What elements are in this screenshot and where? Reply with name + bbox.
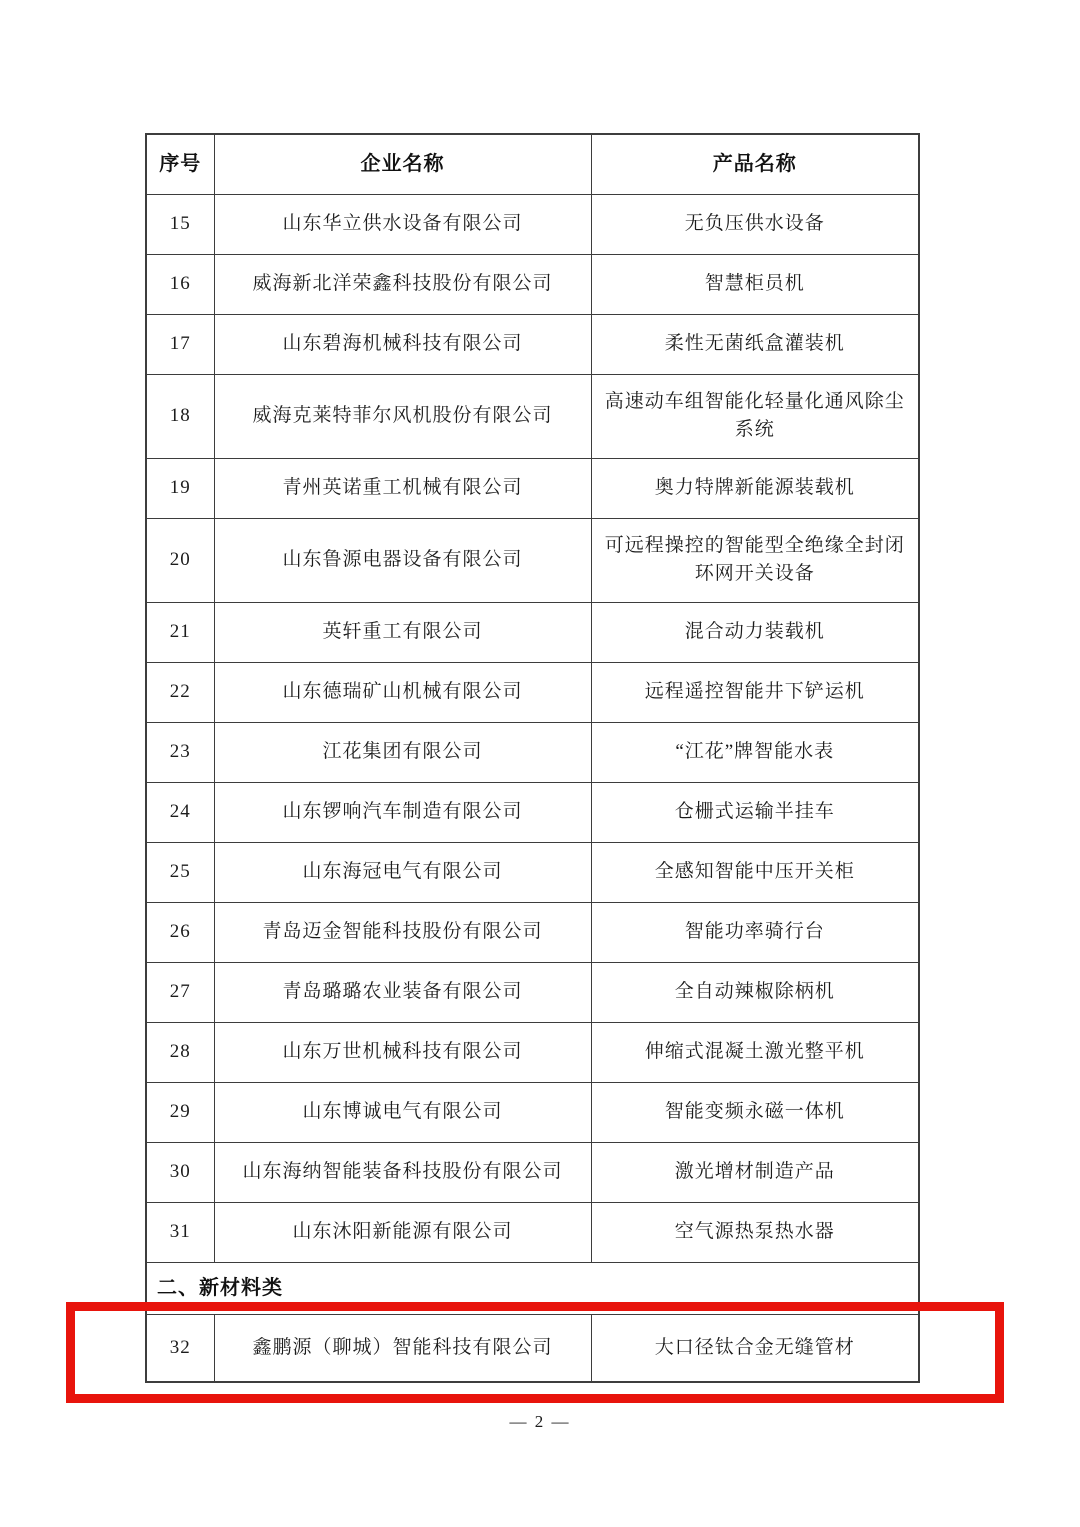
table-row: [146, 254, 919, 314]
page-number: — 2 —: [509, 1412, 571, 1431]
row-number: 15: [146, 194, 214, 254]
product-name: 空气源热泵热水器: [591, 1202, 919, 1262]
company-name: 山东锣响汽车制造有限公司: [214, 782, 591, 842]
table-row: [146, 314, 919, 374]
row-number: 26: [146, 902, 214, 962]
product-name: 高速动车组智能化轻量化通风除尘系统: [591, 374, 919, 458]
table-row: [146, 374, 919, 458]
product-name: 激光增材制造产品: [591, 1142, 919, 1202]
product-name: 柔性无菌纸盒灌装机: [591, 314, 919, 374]
company-name: 山东海纳智能装备科技股份有限公司: [214, 1142, 591, 1202]
product-name: 仓栅式运输半挂车: [591, 782, 919, 842]
table-row: [146, 1082, 919, 1142]
company-name: 山东华立供水设备有限公司: [214, 194, 591, 254]
product-name: 奥力特牌新能源装载机: [591, 458, 919, 518]
column-header-company: 企业名称: [214, 134, 591, 194]
product-name: 伸缩式混凝土激光整平机: [591, 1022, 919, 1082]
table-row: [146, 962, 919, 1022]
row-number: 27: [146, 962, 214, 1022]
row-number: 29: [146, 1082, 214, 1142]
section-row-new-materials: [146, 1262, 919, 1314]
row-number: 22: [146, 662, 214, 722]
section-label: 二、新材料类: [146, 1262, 919, 1314]
company-name: 威海克莱特菲尔风机股份有限公司: [214, 374, 591, 458]
row-number: 17: [146, 314, 214, 374]
table-header-row: [146, 134, 919, 194]
product-name: 智慧柜员机: [591, 254, 919, 314]
company-name: 青州英诺重工机械有限公司: [214, 458, 591, 518]
table-row: [146, 1142, 919, 1202]
row-number: 31: [146, 1202, 214, 1262]
company-name: 山东博诚电气有限公司: [214, 1082, 591, 1142]
row-number: 20: [146, 518, 214, 602]
company-name: 山东沐阳新能源有限公司: [214, 1202, 591, 1262]
company-name: 威海新北洋荣鑫科技股份有限公司: [214, 254, 591, 314]
table-row: [146, 902, 919, 962]
row-number: 30: [146, 1142, 214, 1202]
product-name: 无负压供水设备: [591, 194, 919, 254]
row-number: 18: [146, 374, 214, 458]
table-row: [146, 782, 919, 842]
product-name: 智能变频永磁一体机: [591, 1082, 919, 1142]
row-number: 24: [146, 782, 214, 842]
row-number: 19: [146, 458, 214, 518]
table-row: [146, 194, 919, 254]
company-name: 山东鲁源电器设备有限公司: [214, 518, 591, 602]
row-number: 16: [146, 254, 214, 314]
table-row-highlighted: [146, 1314, 919, 1382]
row-number: 28: [146, 1022, 214, 1082]
product-name: 全自动辣椒除柄机: [591, 962, 919, 1022]
column-header-no: 序号: [146, 134, 214, 194]
company-name: 英轩重工有限公司: [214, 602, 591, 662]
company-name: 鑫鹏源（聊城）智能科技有限公司: [214, 1314, 591, 1382]
company-name: 山东德瑞矿山机械有限公司: [214, 662, 591, 722]
table-row: [146, 602, 919, 662]
company-name: 江花集团有限公司: [214, 722, 591, 782]
row-number: 25: [146, 842, 214, 902]
table-row: [146, 1202, 919, 1262]
product-name: 可远程操控的智能型全绝缘全封闭环网开关设备: [591, 518, 919, 602]
table-row: [146, 662, 919, 722]
products-table: [145, 133, 920, 1383]
product-name: “江花”牌智能水表: [591, 722, 919, 782]
table-row: [146, 1022, 919, 1082]
table-row: [146, 722, 919, 782]
product-name: 大口径钛合金无缝管材: [591, 1314, 919, 1382]
row-number: 21: [146, 602, 214, 662]
table-row: [146, 518, 919, 602]
product-name: 混合动力装载机: [591, 602, 919, 662]
table-row: [146, 458, 919, 518]
company-name: 山东万世机械科技有限公司: [214, 1022, 591, 1082]
product-name: 智能功率骑行台: [591, 902, 919, 962]
row-number: 32: [146, 1314, 214, 1382]
row-number: 23: [146, 722, 214, 782]
company-name: 山东碧海机械科技有限公司: [214, 314, 591, 374]
table-row: [146, 842, 919, 902]
product-name: 远程遥控智能井下铲运机: [591, 662, 919, 722]
company-name: 青岛璐璐农业装备有限公司: [214, 962, 591, 1022]
company-name: 青岛迈金智能科技股份有限公司: [214, 902, 591, 962]
column-header-product: 产品名称: [591, 134, 919, 194]
company-name: 山东海冠电气有限公司: [214, 842, 591, 902]
product-name: 全感知智能中压开关柜: [591, 842, 919, 902]
